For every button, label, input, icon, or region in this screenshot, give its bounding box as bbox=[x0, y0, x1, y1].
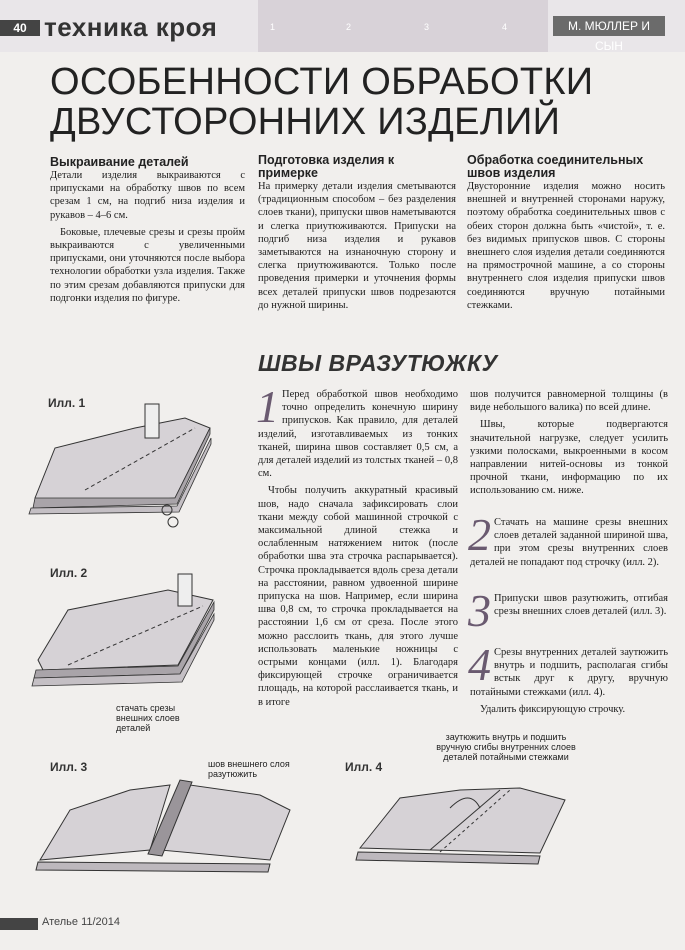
column-cutting bbox=[50, 156, 245, 309]
page-number: 40 bbox=[0, 20, 40, 36]
column-text bbox=[50, 169, 245, 305]
presser-foot bbox=[178, 574, 192, 606]
paragraph: Чтобы получить аккуратный красивый шов, надо сначала зафиксировать слои ткани между собой машинной строчкой с максимальной длиной стежка и ослабленным натяжением ниток (после обработки шва эта строчка распарывается). Строчка прокладывается вдоль среза детали на расстоянии, равном удвоенной ширине припуска на шов. Например, если ширина шва 0,8 см, то строчка прокладывается на расстоянии 1,6 см от среза. После этого можно расслоить ткань, для этого лучше использовать маленькие ножницы с острыми концами (илл. 1). Благодаря фиксирующей строчке ограничивается площадь, на которой расслаивается ткань, и в итоге bbox=[258, 485, 458, 708]
illustration-1 bbox=[25, 398, 225, 538]
illustration-3 bbox=[30, 770, 320, 880]
ill-3-label: Илл. 3 bbox=[50, 760, 88, 774]
paragraph: Боковые, плечевые срезы и срезы пройм выкраиваются с увеличенными припусками, они уточняются после выбора технологии обработки узла изделия. Также по этим срезам добавляются припуски для подгонки изделия по фигуре. bbox=[50, 226, 245, 304]
ill-1-label: Илл. 1 bbox=[48, 396, 86, 410]
ill-3-caption: шов внешнего слоя разутюжить bbox=[208, 759, 290, 779]
step-number: 1 bbox=[256, 381, 279, 432]
ruler-mark: 2 bbox=[346, 22, 352, 32]
title-line: ОСОБЕННОСТИ ОБРАБОТКИ bbox=[50, 61, 594, 103]
step-number: 3 bbox=[468, 585, 491, 636]
step-text: Перед обработкой швов необходимо точно определить конечную ширину припусков. Как правило, для деталей изделий, изготавливаемых из тонких тканей, ширина швов составляет 0,5 см, а для деталей изделий из толстых тканей – 0,8 см. bbox=[258, 389, 458, 480]
column-heading: Обработка соединительных швов изделия bbox=[467, 153, 644, 180]
column-seams bbox=[467, 154, 665, 316]
illustration-4 bbox=[350, 768, 590, 883]
brand-label: М. МЮЛЛЕР И СЫН bbox=[553, 16, 665, 36]
paragraph: шов получится равномерной толщины (в виде небольшого валика) по всей длине. bbox=[470, 389, 668, 414]
column-heading: Подготовка изделия к примерке bbox=[258, 153, 395, 180]
step-3-block bbox=[468, 585, 668, 636]
step-4-block bbox=[468, 639, 668, 720]
ruler-mark: 4 bbox=[502, 22, 508, 32]
column-text bbox=[467, 180, 665, 312]
paragraph: Удалить фиксирующую строчку. bbox=[480, 703, 626, 715]
page-title bbox=[50, 62, 593, 142]
step-1-block bbox=[256, 381, 458, 713]
fabric-edge bbox=[356, 852, 540, 864]
illustration-2 bbox=[28, 570, 228, 700]
step-number: 4 bbox=[468, 639, 491, 690]
footer-issue: Ателье 11/2014 bbox=[42, 916, 121, 928]
column-heading: Выкраивание деталей bbox=[50, 155, 189, 169]
column-text bbox=[258, 180, 456, 312]
header-ruler bbox=[258, 0, 548, 52]
step-text: Срезы внутренних деталей заутюжить внутрь и подшить, располагая сгибы встык друг к другу, вручную потайными стежками (илл. 4). bbox=[470, 647, 668, 698]
ill-4-label: Илл. 4 bbox=[345, 760, 383, 774]
step-number: 2 bbox=[468, 509, 491, 560]
ill-4-caption: заутюжить внутрь и подшить вручную сгибы внутренних слоев деталей потайными стежками bbox=[436, 732, 576, 762]
paragraph: На примерку детали изделия сметываются (традиционным способом – без разделения слоев ткани), припуски швов наметываются и слегка приутюживаются. Припуски на подгиб низа изделия и рукавов заметываются на изнаночную сторону и слегка приутюживаются. Только после проведения примерки и уточнения формы всех деталей припуски швов подрезаются до нужной ширины. bbox=[258, 181, 456, 311]
rubric-title: техника кроя bbox=[44, 12, 218, 42]
ill-2-label: Илл. 2 bbox=[50, 566, 88, 580]
step-2-block bbox=[468, 509, 668, 573]
fabric-edge bbox=[36, 862, 270, 872]
paragraph: Детали изделия выкраиваются с припусками на обработку швов по всем срезам 1 см, на подгиб низа изделия и рукавов – 4–6 см. bbox=[50, 170, 245, 221]
right-column bbox=[470, 388, 668, 502]
footer-bar bbox=[0, 918, 38, 930]
ruler-mark: 1 bbox=[270, 22, 276, 32]
scissors-icon bbox=[168, 517, 178, 527]
section-title: ШВЫ ВРАЗУТЮЖКУ bbox=[258, 350, 498, 376]
ruler-mark: 3 bbox=[424, 22, 430, 32]
fabric-surface bbox=[360, 788, 565, 853]
presser-foot bbox=[145, 404, 159, 438]
paragraph: Швы, которые подвергаются значительной нагрузке, следует усилить узкими полосками, выкроенными в косом направлении нитей-основы из тонкой прочной ткани, информацию по их использованию см. ниже. bbox=[470, 419, 668, 497]
title-line: ДВУСТОРОННИХ ИЗДЕЛИЙ bbox=[50, 101, 561, 143]
ill-2-caption: стачать срезы внешних слоев деталей bbox=[116, 703, 180, 733]
step-text: Стачать на машине срезы внешних слоев деталей заданной шириной шва, при этом срезы внутренних слоев деталей не попадают под строчку (илл. 2). bbox=[470, 517, 668, 568]
column-fitting bbox=[258, 154, 456, 316]
paragraph: Двусторонние изделия можно носить внешней и внутренней сторонами наружу, поэтому обработка соединительных швов с обеих сторон должна быть «чистой», т. е. без видимых припусков швов. С стороны внешнего слоя изделия детали соединяются на прямострочной машине, а со стороны внутреннего слоя изделия припуски швов соединяются вручную потайными стежками. bbox=[467, 181, 665, 311]
step-text: Припуски швов разутюжить, отгибая срезы внешних слоев деталей (илл. 3). bbox=[494, 593, 668, 618]
